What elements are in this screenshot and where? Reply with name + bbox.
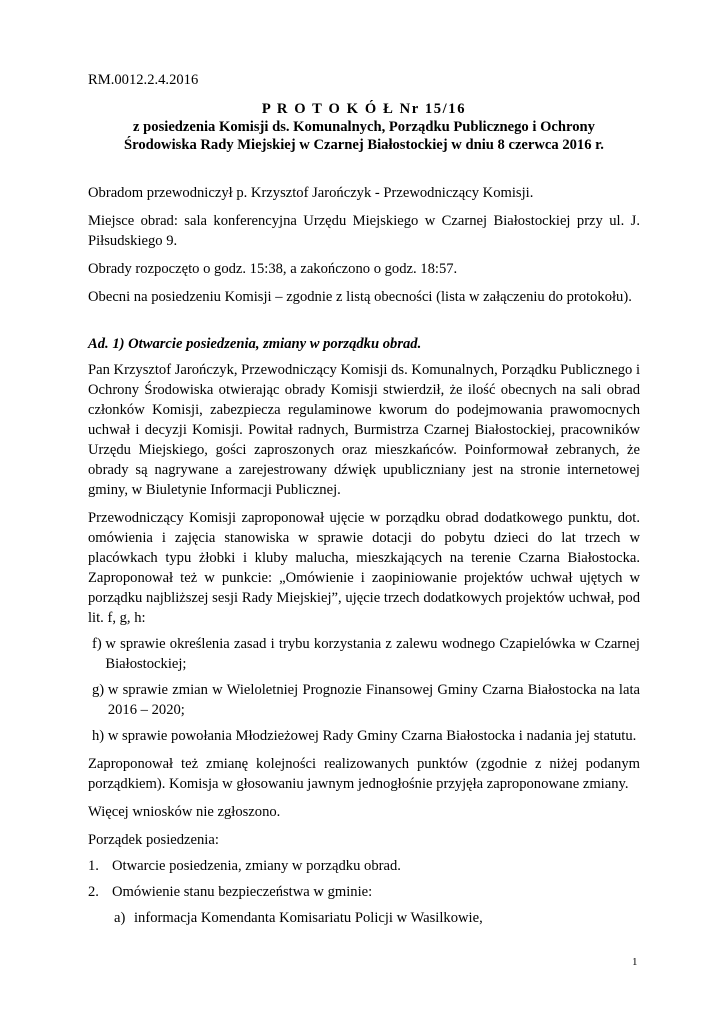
list-marker: a) [114, 910, 126, 926]
intro-location: Miejsce obrad: sala konferencyjna Urzędu Miejskiego w Czarnej Białostockiej przy ul. J. Piłsudskiego 9. [88, 213, 640, 249]
intro-time: Obrady rozpoczęto o godz. 15:38, a zakończono o godz. 18:57. [88, 261, 458, 277]
list-item-text: Omówienie stanu bezpieczeństwa w gminie: [112, 884, 373, 900]
agenda-sub-item [88, 908, 640, 928]
list-item-text: w sprawie powołania Młodzieżowej Rady Gminy Czarna Białostocka i nadania jej statutu. [107, 728, 637, 744]
intro-chairman: Obradom przewodniczył p. Krzysztof Jarończyk - Przewodniczący Komisji. [88, 185, 534, 201]
list-item-text: informacja Komendanta Komisariatu Policji w Wasilkowie, [134, 910, 483, 926]
document-subtitle-line-2: Środowiska Rady Miejskiej w Czarnej Białostockiej w dniu 8 czerwca 2016 r. [124, 137, 604, 153]
document-page [88, 70, 640, 928]
additional-resolution-item [88, 680, 640, 720]
section-1-paragraph-opening: Pan Krzysztof Jarończyk, Przewodniczący Komisji ds. Komunalnych, Porządku Publicznego i Ochrony Środowiska otwierając obrady Komisji stwierdził, że ilość obecnych na sali obrad członków Komisji, zabezpiecza regulaminowe kworum do podejmowania prawomocnych uchwał i decyzji Komisji. Powitał radnych, Burmistrza Czarnej Białostockiej, pracowników Urzędu Miejskiego, gości zaproszonych oraz mieszkańców. Poinformował zebranych, że obrady są nagrywane a zarejestrowany dźwięk upubliczniany jest na stronie internetowej gminy, w Biuletynie Informacji Publicznej. [88, 362, 640, 498]
agenda-item [88, 856, 640, 876]
page-number: 1 [632, 956, 638, 968]
list-item-text: w sprawie określenia zasad i trybu korzystania z zalewu wodnego Czapielówka w Czarnej Białostockiej; [105, 636, 640, 672]
section-1-heading: Ad. 1) Otwarcie posiedzenia, zmiany w porządku obrad. [88, 336, 422, 352]
list-marker: f) [92, 636, 102, 652]
additional-resolution-item [88, 634, 640, 674]
document-reference: RM.0012.2.4.2016 [88, 72, 199, 88]
section-1-paragraph-order: Zaproponował też zmianę kolejności realizowanych punktów (zgodnie z niżej podanym porządkiem). Komisja w głosowaniu jawnym jednogłośnie przyjęła zaproponowane zmiany. [88, 756, 640, 792]
agenda-label: Porządek posiedzenia: [88, 832, 219, 848]
document-subtitle-line-1: z posiedzenia Komisji ds. Komunalnych, Porządku Publicznego i Ochrony [133, 119, 595, 135]
list-marker: g) [92, 682, 105, 698]
section-1-paragraph-proposal: Przewodniczący Komisji zaproponował ujęcie w porządku obrad dodatkowego punktu, dot. omówienia i zajęcia stanowiska w sprawie dotacji do pobytu dzieci do lat trzech w placówkach typu żłobki i kluby malucha, mieszkających na terenie Czarna Białostocka. Zaproponował też w punkcie: „Omówienie i zaopiniowanie projektów uchwał ujętych w porządku najbliższej sesji Rady Miejskiej”, ujęcie trzech dodatkowych projektów uchwał, pod lit. f, g, h: [88, 510, 640, 626]
list-marker: 1. [88, 858, 99, 874]
list-item-text: w sprawie zmian w Wieloletniej Prognozie Finansowej Gminy Czarna Białostocka na lata 2016 – 2020; [107, 682, 640, 718]
intro-attendance: Obecni na posiedzeniu Komisji – zgodnie z listą obecności (lista w załączeniu do protokołu). [88, 289, 632, 305]
list-marker: 2. [88, 884, 99, 900]
document-title: P R O T O K Ó Ł Nr 15/16 [261, 101, 467, 117]
section-1-paragraph-no-motions: Więcej wniosków nie zgłoszono. [88, 804, 281, 820]
agenda-item [88, 882, 640, 902]
list-marker: h) [92, 728, 105, 744]
list-item-text: Otwarcie posiedzenia, zmiany w porządku obrad. [112, 858, 401, 874]
additional-resolution-item [88, 726, 640, 746]
